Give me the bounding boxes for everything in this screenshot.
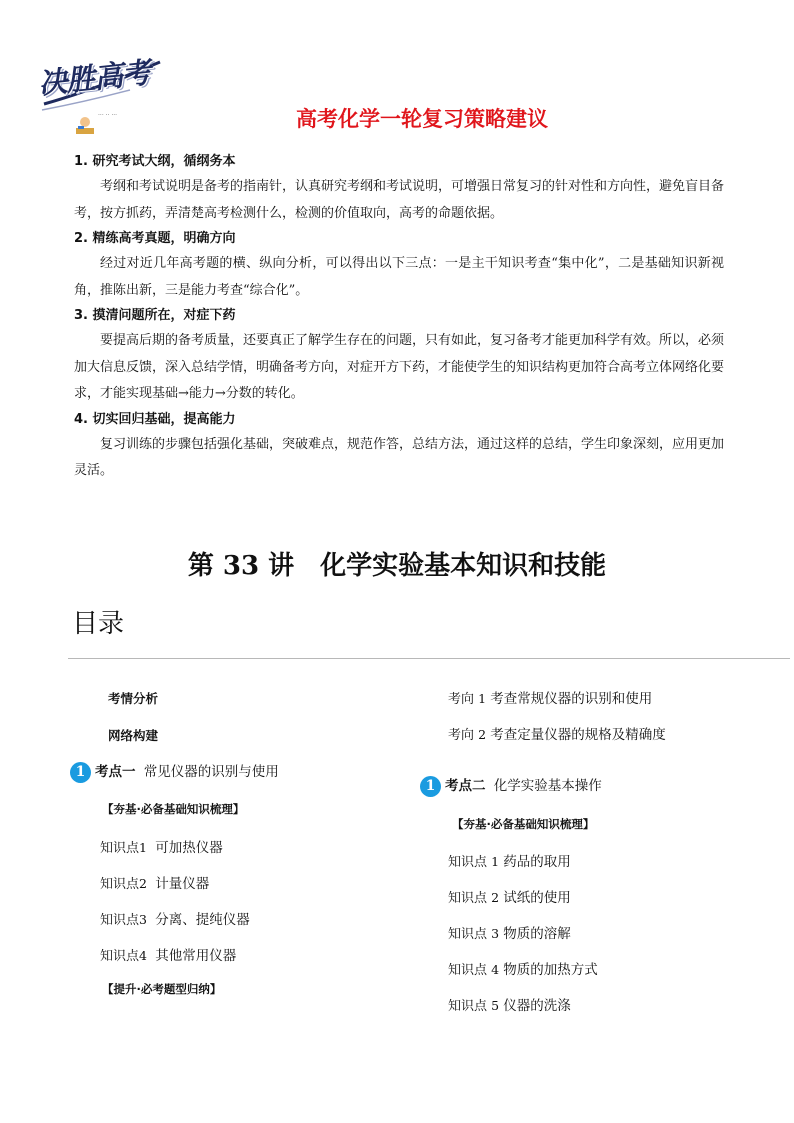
knowledge-label: 知识点	[100, 877, 140, 892]
knowledge-text: 可加热仪器	[155, 840, 223, 856]
logo-text: 决胜高考	[36, 55, 152, 101]
toc-title: 目录	[72, 609, 125, 639]
toc-direction-item[interactable]	[448, 723, 666, 743]
toc-knowledge-item[interactable]	[448, 850, 571, 870]
knowledge-label: 知识点	[448, 963, 488, 978]
toc-basics-heading[interactable]: 【夯基·必备基础知识梳理】	[102, 802, 245, 816]
knowledge-label: 知识点	[448, 891, 488, 906]
toc-point-one[interactable]	[70, 760, 279, 783]
toc-knowledge-item[interactable]	[100, 872, 209, 892]
knowledge-text: 试纸的使用	[503, 890, 571, 906]
knowledge-text: 物质的溶解	[503, 926, 571, 942]
direction-text: 考查定量仪器的规格及精确度	[490, 727, 666, 743]
toc-basics-heading[interactable]: 【夯基·必备基础知识梳理】	[452, 817, 595, 831]
knowledge-text: 物质的加热方式	[503, 962, 598, 978]
knowledge-number: 2	[139, 876, 147, 891]
direction-text: 考查常规仪器的识别和使用	[490, 691, 653, 707]
toc-point-two[interactable]	[420, 774, 602, 797]
toc-link-network[interactable]: 网络构建	[108, 728, 159, 743]
section-body: 要提高后期的备考质量，还要真正了解学生存在的问题，只有如此，复习备考才能更加科学有效。所以，必须加大信息反馈，深入总结学情，明确备考方向，对症开方下药，才能使学生的知识结构更加符合高考立体网络化要求，才能实现基础→能力→分数的转化。	[74, 333, 725, 401]
knowledge-number: 1	[139, 840, 147, 855]
knowledge-number: 4	[491, 962, 500, 977]
toc-improve-heading[interactable]: 【提升·必考题型归纳】	[102, 982, 222, 996]
point-label: 考点一	[95, 764, 136, 780]
knowledge-label: 知识点	[448, 999, 488, 1014]
point-number-badge: 1	[420, 776, 441, 797]
section-body: 考纲和考试说明是备考的指南针，认真研究考纲和考试说明，可增强日常复习的针对性和方向性，避免盲目备考，按方抓药，弄清楚高考检测什么，检测的价值取向，高考的命题依据。	[74, 179, 725, 221]
direction-label: 考向	[448, 692, 475, 707]
knowledge-label: 知识点	[100, 841, 140, 856]
point-title: 化学实验基本操作	[493, 778, 602, 794]
knowledge-text: 其他常用仪器	[155, 948, 237, 964]
knowledge-number: 3	[139, 912, 147, 927]
section-heading: 2. 精练高考真题，明确方向	[74, 231, 236, 246]
section-heading: 4. 切实回归基础，提高能力	[74, 411, 236, 427]
logo-tagline: ··· ·· ···	[98, 112, 118, 119]
toc-knowledge-item[interactable]	[448, 958, 598, 978]
knowledge-label: 知识点	[100, 913, 140, 928]
knowledge-number: 2	[491, 890, 500, 905]
toc-knowledge-item[interactable]	[448, 994, 571, 1014]
knowledge-text: 分离、提纯仪器	[155, 912, 250, 928]
section-body: 复习训练的步骤包括强化基础，突破难点，规范作答，总结方法，通过这样的总结，学生印象深刻，应用更加灵活。	[74, 436, 725, 478]
point-label: 考点二	[445, 778, 486, 794]
lecture-title: 第 33 讲 化学实验基本知识和技能	[187, 551, 607, 581]
knowledge-number: 3	[491, 926, 500, 941]
knowledge-label: 知识点	[448, 927, 488, 942]
knowledge-number: 5	[491, 998, 500, 1013]
knowledge-number: 4	[139, 948, 147, 963]
page-title: 高考化学一轮复习策略建议	[296, 107, 548, 131]
knowledge-label: 知识点	[100, 949, 140, 964]
toc-knowledge-item[interactable]	[100, 836, 223, 856]
toc-link-analysis[interactable]: 考情分析	[108, 691, 159, 706]
toc-knowledge-item[interactable]	[448, 886, 571, 906]
toc-knowledge-item[interactable]	[448, 922, 571, 942]
toc-divider	[68, 658, 790, 659]
direction-number: 2	[478, 727, 487, 742]
toc-direction-item[interactable]	[448, 687, 652, 707]
toc-knowledge-item[interactable]	[100, 908, 250, 928]
section-body: 经过对近几年高考题的横、纵向分析，可以得出以下三点：一是主干知识考查“集中化”，二是基础知识新视角，推陈出新，三是能力考查“综合化”。	[74, 256, 724, 298]
knowledge-text: 计量仪器	[155, 876, 210, 892]
toc-knowledge-item[interactable]	[100, 944, 236, 964]
section-heading: 1. 研究考试大纲，循纲务本	[74, 154, 236, 169]
knowledge-text: 仪器的洗涤	[503, 998, 571, 1014]
knowledge-text: 药品的取用	[503, 854, 571, 870]
knowledge-number: 1	[491, 854, 500, 869]
direction-label: 考向	[448, 728, 475, 743]
point-title: 常见仪器的识别与使用	[143, 764, 279, 780]
strategy-article	[74, 150, 724, 485]
direction-number: 1	[478, 691, 487, 706]
section-heading: 3. 摸清问题所在，对症下药	[74, 308, 236, 323]
knowledge-label: 知识点	[448, 855, 488, 870]
point-number-badge: 1	[70, 762, 91, 783]
